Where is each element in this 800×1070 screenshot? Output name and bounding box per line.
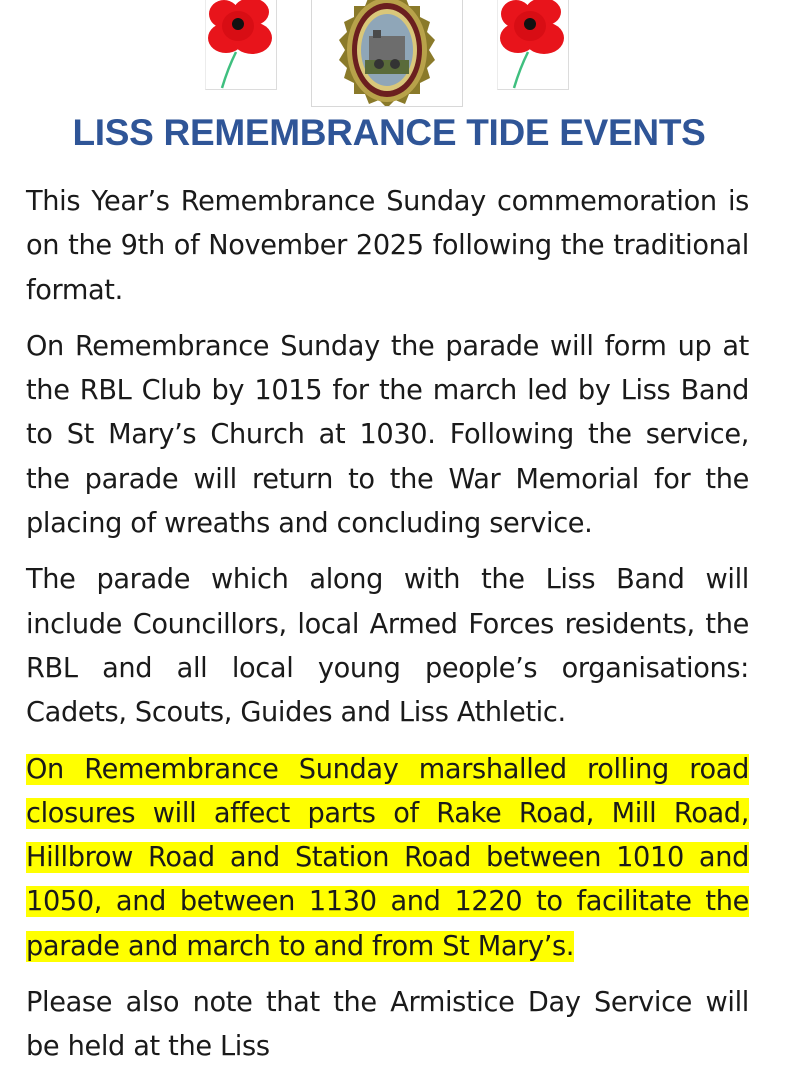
page-title: LISS REMEMBRANCE TIDE EVENTS	[72, 112, 706, 153]
paragraph-parade: On Remembrance Sunday the parade will form up at the RBL Club by 1015 for the march led by Liss Band to St Mary’s Church at 1030. Following the service, the parade will return to the War Memorial for the placing of wreaths and concluding service.	[26, 330, 749, 540]
highlighted-text: On Remembrance Sunday marshalled rolling road closures will affect parts of Rake Road, Mill Road, Hillbrow Road and Station Road between 1010 and 1050, and between 1130 and 1220 to facilitate the parade and march to and from St Mary’s.	[26, 753, 749, 962]
document-body	[26, 180, 749, 1070]
paragraph-date: This Year’s Remembrance Sunday commemoration is on the 9th of November 2025 following the traditional format.	[26, 186, 749, 306]
poppy-right-icon	[497, 0, 569, 90]
paragraph-road-closures	[26, 748, 749, 969]
badge-emblem	[311, 0, 463, 107]
header	[0, 0, 800, 110]
poppy-left-icon	[205, 0, 277, 90]
paragraph-armistice: Please also note that the Armistice Day Service will be held at the Liss	[26, 987, 749, 1063]
paragraph-participants: The parade which along with the Liss Band will include Councillors, local Armed Forces residents, the RBL and all local young people’s organisations: Cadets, Scouts, Guides and Liss Athletic.	[26, 564, 749, 729]
